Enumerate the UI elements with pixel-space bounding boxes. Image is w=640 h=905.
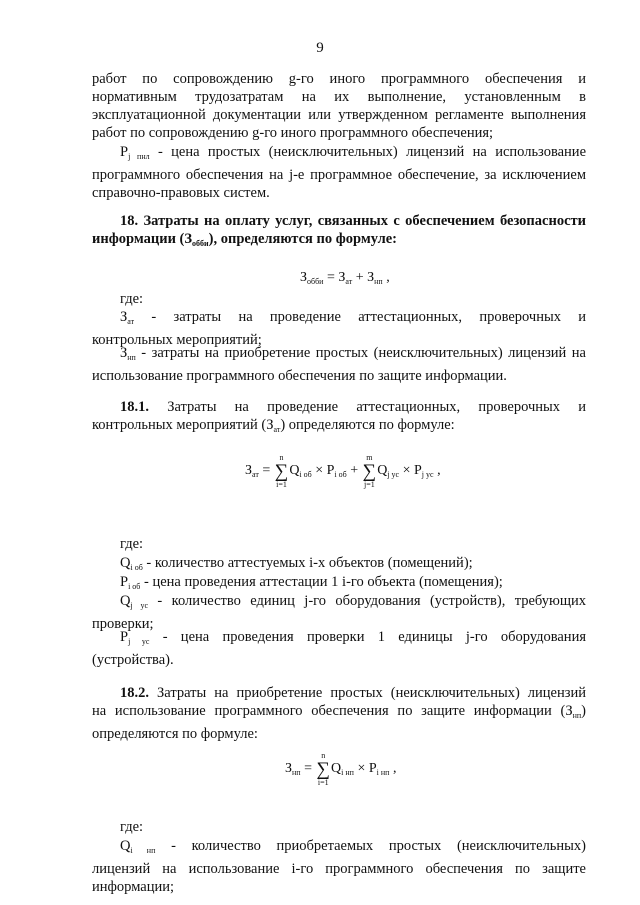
section-18-2 [92, 684, 586, 743]
text-line: (устройства). [92, 652, 174, 668]
section-number: 18.2. [120, 685, 149, 701]
symbol: P [120, 574, 129, 590]
formula-subscript: i об [334, 470, 347, 479]
definition-q-i-np [92, 837, 586, 896]
where-label-2 [92, 535, 586, 553]
text-line: работ по сопровождению g-го иного программного обеспечения; [92, 125, 494, 141]
text-line: контрольных мероприятий; [92, 332, 262, 348]
section-text: контрольных мероприятий (З [92, 417, 274, 433]
formula-symbol: З [338, 270, 346, 285]
symbol: Q [120, 593, 131, 609]
formula-symbol: Q [331, 761, 342, 776]
text-line: информации; [92, 879, 175, 895]
sum-upper-limit: n [321, 751, 326, 760]
formula-operator: = [300, 761, 316, 776]
text-line: использование программного обеспечения по защите информации. [92, 368, 507, 384]
heading-text: информации (З [92, 231, 193, 247]
text-line: проверки; [92, 616, 154, 632]
formula-symbol: P [326, 463, 335, 478]
text-line: где: [120, 536, 144, 552]
formula-symbol: З [300, 270, 308, 285]
text-line [92, 230, 586, 253]
formula-subscript: i об [299, 470, 312, 479]
formula-subscript: i нп [376, 768, 390, 777]
definition-q-j-us [92, 592, 586, 633]
formula-symbol: З [245, 463, 253, 478]
definition-p-j-pnl [92, 143, 586, 202]
formula-operator: × [311, 463, 327, 478]
text-line: определяются по формуле: [92, 726, 258, 742]
text-line [92, 143, 586, 166]
definition-text: - затраты на приобретение простых (неисключительных) лицензий на [135, 345, 586, 361]
formula-operator: + [346, 463, 362, 478]
sum-upper-limit: n [279, 453, 284, 462]
formula-symbol: P [414, 463, 422, 478]
formula-symbol: P [368, 761, 377, 776]
definition-z-at [92, 308, 586, 349]
symbol-subscript: нп [127, 353, 136, 362]
definition-text: - количество единиц j-го оборудования (устройств), требующих [148, 593, 586, 609]
text-line [92, 684, 586, 702]
heading-text: ), определяются по формуле: [208, 231, 398, 247]
definition-text: - цена проведения аттестации 1 i-го объекта (помещения); [140, 574, 503, 590]
formula-subscript: j ус [387, 470, 400, 479]
text-line [92, 702, 586, 725]
formula-operator: = [323, 270, 339, 285]
formula-symbol: Q [289, 463, 300, 478]
formula-subscript: ат [345, 277, 353, 286]
symbol: P [120, 144, 129, 160]
sum-lower-limit: j=1 [364, 480, 375, 489]
section-number: 18.1. [120, 399, 149, 415]
formula-symbol: З [285, 761, 293, 776]
symbol-subscript: i об [130, 563, 143, 572]
formula-punctuation: , [389, 761, 397, 776]
text-line [92, 416, 586, 439]
paragraph-continuation [92, 70, 586, 142]
symbol: З [120, 345, 128, 361]
symbol-subscript: j ус [130, 601, 149, 610]
symbol-subscript: ат [273, 425, 281, 434]
definition-text: - цена простых (неисключительных) лицензий на использование [149, 144, 587, 160]
formula-subscript: обби [307, 277, 324, 286]
text-line [92, 308, 586, 331]
where-label-3 [92, 818, 586, 836]
symbol-subscript: ат [127, 317, 135, 326]
formula-subscript: j ус [421, 470, 434, 479]
page-number: 9 [316, 40, 324, 56]
formula-subscript: нп [292, 768, 301, 777]
section-18-1 [92, 398, 586, 439]
symbol: Q [120, 555, 131, 571]
where-label-1 [92, 290, 586, 308]
sum-sign: ∑ n i=1 [316, 751, 331, 787]
formula-operator: × [399, 463, 414, 478]
symbol: P [120, 629, 129, 645]
text-line [92, 592, 586, 615]
text-line [92, 344, 586, 367]
formula-operator: × [353, 761, 369, 776]
formula-18-2 [285, 751, 397, 787]
symbol: З [120, 309, 128, 325]
definition-text: - количество аттестуемых i-х объектов (помещений); [142, 555, 473, 571]
symbol-subscript: i нп [130, 846, 156, 855]
formula-punctuation: , [433, 463, 441, 478]
section-text: Затраты на приобретение простых (неисключительных) лицензий [149, 685, 586, 701]
text-line: эксплуатационной документации или утвержденном регламенте выполнения [92, 107, 586, 123]
section-text: ) определяются по формуле: [280, 417, 455, 433]
sum-lower-limit: i=1 [276, 480, 287, 489]
formula-subscript: нп [374, 277, 383, 286]
symbol: Q [120, 838, 131, 854]
text-line: 18. Затраты на оплату услуг, связанных с обеспечением безопасности [120, 213, 586, 229]
text-line [92, 837, 586, 860]
definition-p-j-us [92, 628, 586, 669]
formula-subscript: ат [252, 470, 259, 479]
symbol-subscript: обби [192, 239, 209, 248]
symbol-subscript: j ус [128, 637, 150, 646]
symbol-subscript: i об [128, 582, 141, 591]
symbol-subscript: j пнл [128, 152, 150, 161]
definition-text: - количество приобретаемых простых (неисключительных) [155, 838, 586, 854]
formula-punctuation: , [382, 270, 390, 285]
formula-18 [300, 270, 390, 286]
sum-upper-limit: m [366, 453, 373, 462]
section-text: Затраты на проведение аттестационных, проверочных и [149, 399, 586, 415]
formula-symbol: З [367, 270, 375, 285]
symbol-subscript: нп [572, 711, 582, 720]
text-line: работ по сопровождению g-го иного программного обеспечения и [92, 71, 586, 87]
sum-sign: ∑ n i=1 [274, 453, 289, 489]
section-text: на использование программного обеспечения по защите информации (З [92, 703, 573, 719]
text-line: лицензий на использование i-го программного обеспечения по защите [92, 861, 586, 877]
text-line [92, 628, 586, 651]
text-line: справочно-правовых систем. [92, 185, 270, 201]
sum-lower-limit: i=1 [317, 778, 329, 787]
text-line: нормативным трудозатратам на их выполнение, установленным в [92, 89, 586, 105]
text-line [92, 398, 586, 416]
text-line: где: [120, 291, 144, 307]
formula-operator: + [352, 270, 368, 285]
text-line: программного обеспечения на j-е программное обеспечение, за исключением [92, 167, 586, 183]
section-18-heading [92, 212, 586, 253]
formula-18-1 [245, 453, 441, 489]
definition-text: - затраты на проведение аттестационных, проверочных и [134, 309, 586, 325]
section-text: ) [581, 703, 586, 719]
sum-sign: ∑ m j=1 [362, 453, 377, 489]
formula-subscript: i нп [341, 768, 354, 777]
formula-operator: = [258, 463, 274, 478]
text-line: где: [120, 819, 144, 835]
formula-symbol: Q [377, 463, 388, 478]
definition-text: - цена проведения проверки 1 единицы j-го оборудования [149, 629, 586, 645]
definition-z-np [92, 344, 586, 385]
